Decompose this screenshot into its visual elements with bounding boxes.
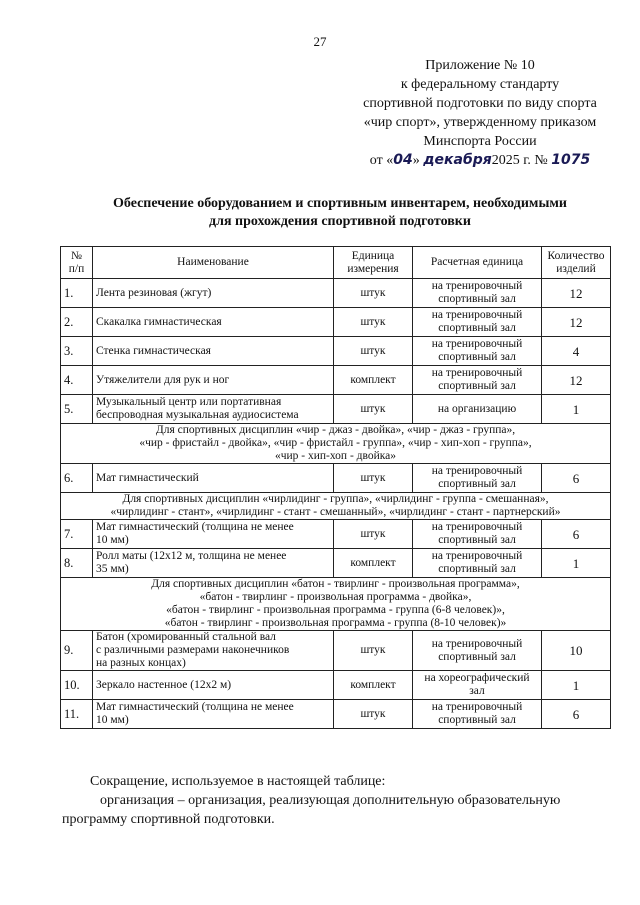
row-name-line: Батон (хромированный стальной вал: [96, 631, 276, 643]
row-calc-line: на тренировочный: [431, 521, 523, 533]
row-calc-line: зал: [469, 685, 485, 697]
table-row: [61, 520, 611, 549]
row-unit: штук: [334, 279, 413, 308]
row-name: [93, 520, 334, 549]
annex-line-2: к федеральному стандарту: [400, 77, 560, 92]
row-qty: 6: [542, 700, 611, 729]
header-qty: [542, 247, 611, 279]
row-calc-line: на тренировочный: [431, 309, 523, 321]
note-line-1: организация – организация, реализующая дополнительную образовательную: [100, 793, 561, 808]
row-calc-line: на тренировочный: [431, 637, 523, 650]
row-calc-line: спортивный зал: [438, 351, 516, 363]
row-calc-line: на тренировочный: [431, 280, 523, 292]
header-qty-line-2: изделий: [556, 262, 596, 275]
handwritten-month: декабря: [423, 152, 492, 168]
row-calc-line: на тренировочный: [431, 465, 523, 477]
row-name-line: на разных концах): [96, 657, 186, 669]
row-calc-line: спортивный зал: [438, 478, 516, 490]
equipment-table: [60, 246, 611, 729]
row-qty: 12: [542, 366, 611, 395]
table-row: [61, 279, 611, 308]
row-name: [93, 308, 334, 337]
row-unit: штук: [334, 395, 413, 424]
row-calc-line: спортивный зал: [438, 293, 516, 305]
section-line: «батон - твирлинг - произвольная программа - двойка»,: [199, 591, 472, 603]
row-name-line: Скакалка гимнастическая: [96, 315, 222, 328]
row-qty: 6: [542, 520, 611, 549]
row-num: 1.: [61, 279, 93, 308]
row-calc-line: спортивный зал: [438, 322, 516, 334]
row-calc-line: спортивный зал: [438, 380, 516, 392]
section-line: «батон - твирлинг - произвольная программа - группа (6-8 человек)»,: [166, 604, 505, 616]
row-num: 11.: [61, 700, 93, 729]
row-qty: 10: [542, 631, 611, 671]
row-num: 5.: [61, 395, 93, 424]
row-num: 7.: [61, 520, 93, 549]
section-line: «чир - фристайл - двойка», «чир - фристайл - группа», «чир - хип-хоп - группа»,: [139, 437, 532, 449]
row-num: 3.: [61, 337, 93, 366]
section-cell: [61, 578, 611, 631]
row-name-line: Зеркало настенное (12х2 м): [96, 678, 232, 691]
row-qty: 12: [542, 279, 611, 308]
note-heading: Сокращение, используемое в настоящей таблице:: [90, 774, 386, 789]
row-calc-line: спортивный зал: [438, 650, 516, 663]
table-row: [61, 549, 611, 578]
order-date-line: [340, 151, 620, 170]
row-calc: [413, 700, 542, 729]
row-num: 8.: [61, 549, 93, 578]
note-line-2: программу спортивной подготовки.: [62, 812, 275, 827]
annex-line-3: спортивной подготовки по виду спорта: [363, 96, 597, 111]
row-name: [93, 337, 334, 366]
row-name-line: Ролл маты (12х12 м, толщина не менее: [96, 550, 287, 562]
row-calc: [413, 631, 542, 671]
row-unit: комплект: [334, 366, 413, 395]
annex-line-5: Минспорта России: [423, 134, 537, 149]
row-num: 10.: [61, 671, 93, 700]
section-row: [61, 424, 611, 464]
section-line: «чир - хип-хоп - двойка»: [274, 450, 397, 462]
row-unit: штук: [334, 631, 413, 671]
row-name-line: Музыкальный центр или портативная: [96, 396, 282, 408]
row-calc-line: на тренировочный: [431, 701, 523, 713]
row-calc-line: на тренировочный: [431, 338, 523, 350]
row-unit: комплект: [334, 549, 413, 578]
row-unit: комплект: [334, 671, 413, 700]
section-cell: [61, 493, 611, 520]
table-row: [61, 308, 611, 337]
row-qty: 1: [542, 549, 611, 578]
table-row: [61, 337, 611, 366]
row-name-line: Мат гимнастический (толщина не менее: [96, 701, 294, 713]
document-title: [40, 195, 640, 231]
title-line-2: для прохождения спортивной подготовки: [209, 214, 471, 229]
row-calc-line: на тренировочный: [431, 550, 523, 562]
page-number: 27: [313, 34, 327, 49]
header-unit: [334, 247, 413, 279]
header-num-line-2: п/п: [68, 262, 85, 275]
handwritten-order-number: 1075: [551, 152, 591, 168]
row-qty: 1: [542, 671, 611, 700]
handwritten-day: 04: [393, 152, 413, 168]
row-num: 4.: [61, 366, 93, 395]
row-name: [93, 631, 334, 671]
table-row: [61, 395, 611, 424]
row-calc-line: спортивный зал: [438, 563, 516, 575]
row-calc: [413, 671, 542, 700]
row-calc: [413, 366, 542, 395]
row-name-line: с различными размерами наконечников: [96, 644, 290, 656]
annex-title: Приложение № 10: [425, 58, 535, 73]
row-unit: штук: [334, 464, 413, 493]
row-calc: [413, 279, 542, 308]
table-row: [61, 464, 611, 493]
row-name-line: 35 мм): [96, 563, 129, 575]
row-name: [93, 671, 334, 700]
row-unit: штук: [334, 520, 413, 549]
row-name-line: Утяжелители для рук и ног: [96, 373, 230, 386]
row-calc-line: на организацию: [437, 402, 517, 415]
row-qty: 6: [542, 464, 611, 493]
row-name-line: беспроводная музыкальная аудиосистема: [96, 409, 299, 421]
table-row: [61, 631, 611, 671]
header-name: Наименование: [93, 247, 334, 279]
row-name: [93, 395, 334, 424]
section-line: «батон - твирлинг - произвольная программа - группа (8-10 человек)»: [164, 617, 507, 629]
row-name-line: 10 мм): [96, 714, 129, 726]
section-cell: [61, 424, 611, 464]
row-num: 6.: [61, 464, 93, 493]
row-unit: штук: [334, 700, 413, 729]
row-calc-line: спортивный зал: [438, 714, 516, 726]
row-calc-line: спортивный зал: [438, 534, 516, 546]
section-row: [61, 493, 611, 520]
row-calc: [413, 337, 542, 366]
section-line: Для спортивных дисциплин «батон - твирлинг - произвольная программа»,: [151, 578, 520, 590]
row-calc: [413, 549, 542, 578]
table-header-row: [61, 247, 611, 279]
row-qty: 12: [542, 308, 611, 337]
row-name-line: Стенка гимнастическая: [96, 344, 211, 357]
row-qty: 4: [542, 337, 611, 366]
header-qty-line-1: Количество: [547, 249, 605, 262]
row-name: [93, 366, 334, 395]
row-num: 9.: [61, 631, 93, 671]
row-name-line: Мат гимнастический: [96, 471, 199, 484]
annex-header: [340, 56, 620, 170]
header-num-line-1: №: [71, 249, 82, 262]
row-calc: [413, 520, 542, 549]
annex-line-4: «чир спорт», утвержденному приказом: [363, 115, 597, 130]
row-name-line: Мат гимнастический (толщина не менее: [96, 521, 294, 533]
row-unit: штук: [334, 308, 413, 337]
section-row: [61, 578, 611, 631]
header-unit-line-1: Единица: [351, 249, 395, 262]
date-prefix: от «: [369, 153, 394, 168]
table-row: [61, 366, 611, 395]
header-calc: Расчетная единица: [413, 247, 542, 279]
date-year: 2025 г. №: [491, 153, 552, 168]
header-unit-line-2: измерения: [347, 262, 399, 275]
row-name: [93, 549, 334, 578]
row-calc: [413, 464, 542, 493]
row-name: [93, 279, 334, 308]
header-num: [61, 247, 93, 279]
row-calc: [413, 308, 542, 337]
row-calc: [413, 395, 542, 424]
table-row: [61, 671, 611, 700]
abbreviations-note: [62, 772, 610, 829]
section-line: «чирлидинг - стант», «чирлидинг - стант - смешанный», «чирлидинг - стант - партнерский»: [110, 506, 561, 518]
table-row: [61, 700, 611, 729]
title-line-1: Обеспечение оборудованием и спортивным инвентарем, необходимыми: [113, 196, 567, 211]
row-num: 2.: [61, 308, 93, 337]
row-name: [93, 464, 334, 493]
section-line: Для спортивных дисциплин «чир - джаз - двойка», «чир - джаз - группа»,: [155, 424, 516, 436]
row-calc-line: на тренировочный: [431, 367, 523, 379]
row-name-line: 10 мм): [96, 534, 129, 546]
section-line: Для спортивных дисциплин «чирлидинг - группа», «чирлидинг - группа - смешанная»,: [122, 493, 549, 505]
date-mid: »: [412, 153, 424, 168]
row-qty: 1: [542, 395, 611, 424]
row-calc-line: на хореографический: [424, 672, 530, 684]
row-name-line: Лента резиновая (жгут): [96, 286, 212, 299]
row-name: [93, 700, 334, 729]
row-unit: штук: [334, 337, 413, 366]
